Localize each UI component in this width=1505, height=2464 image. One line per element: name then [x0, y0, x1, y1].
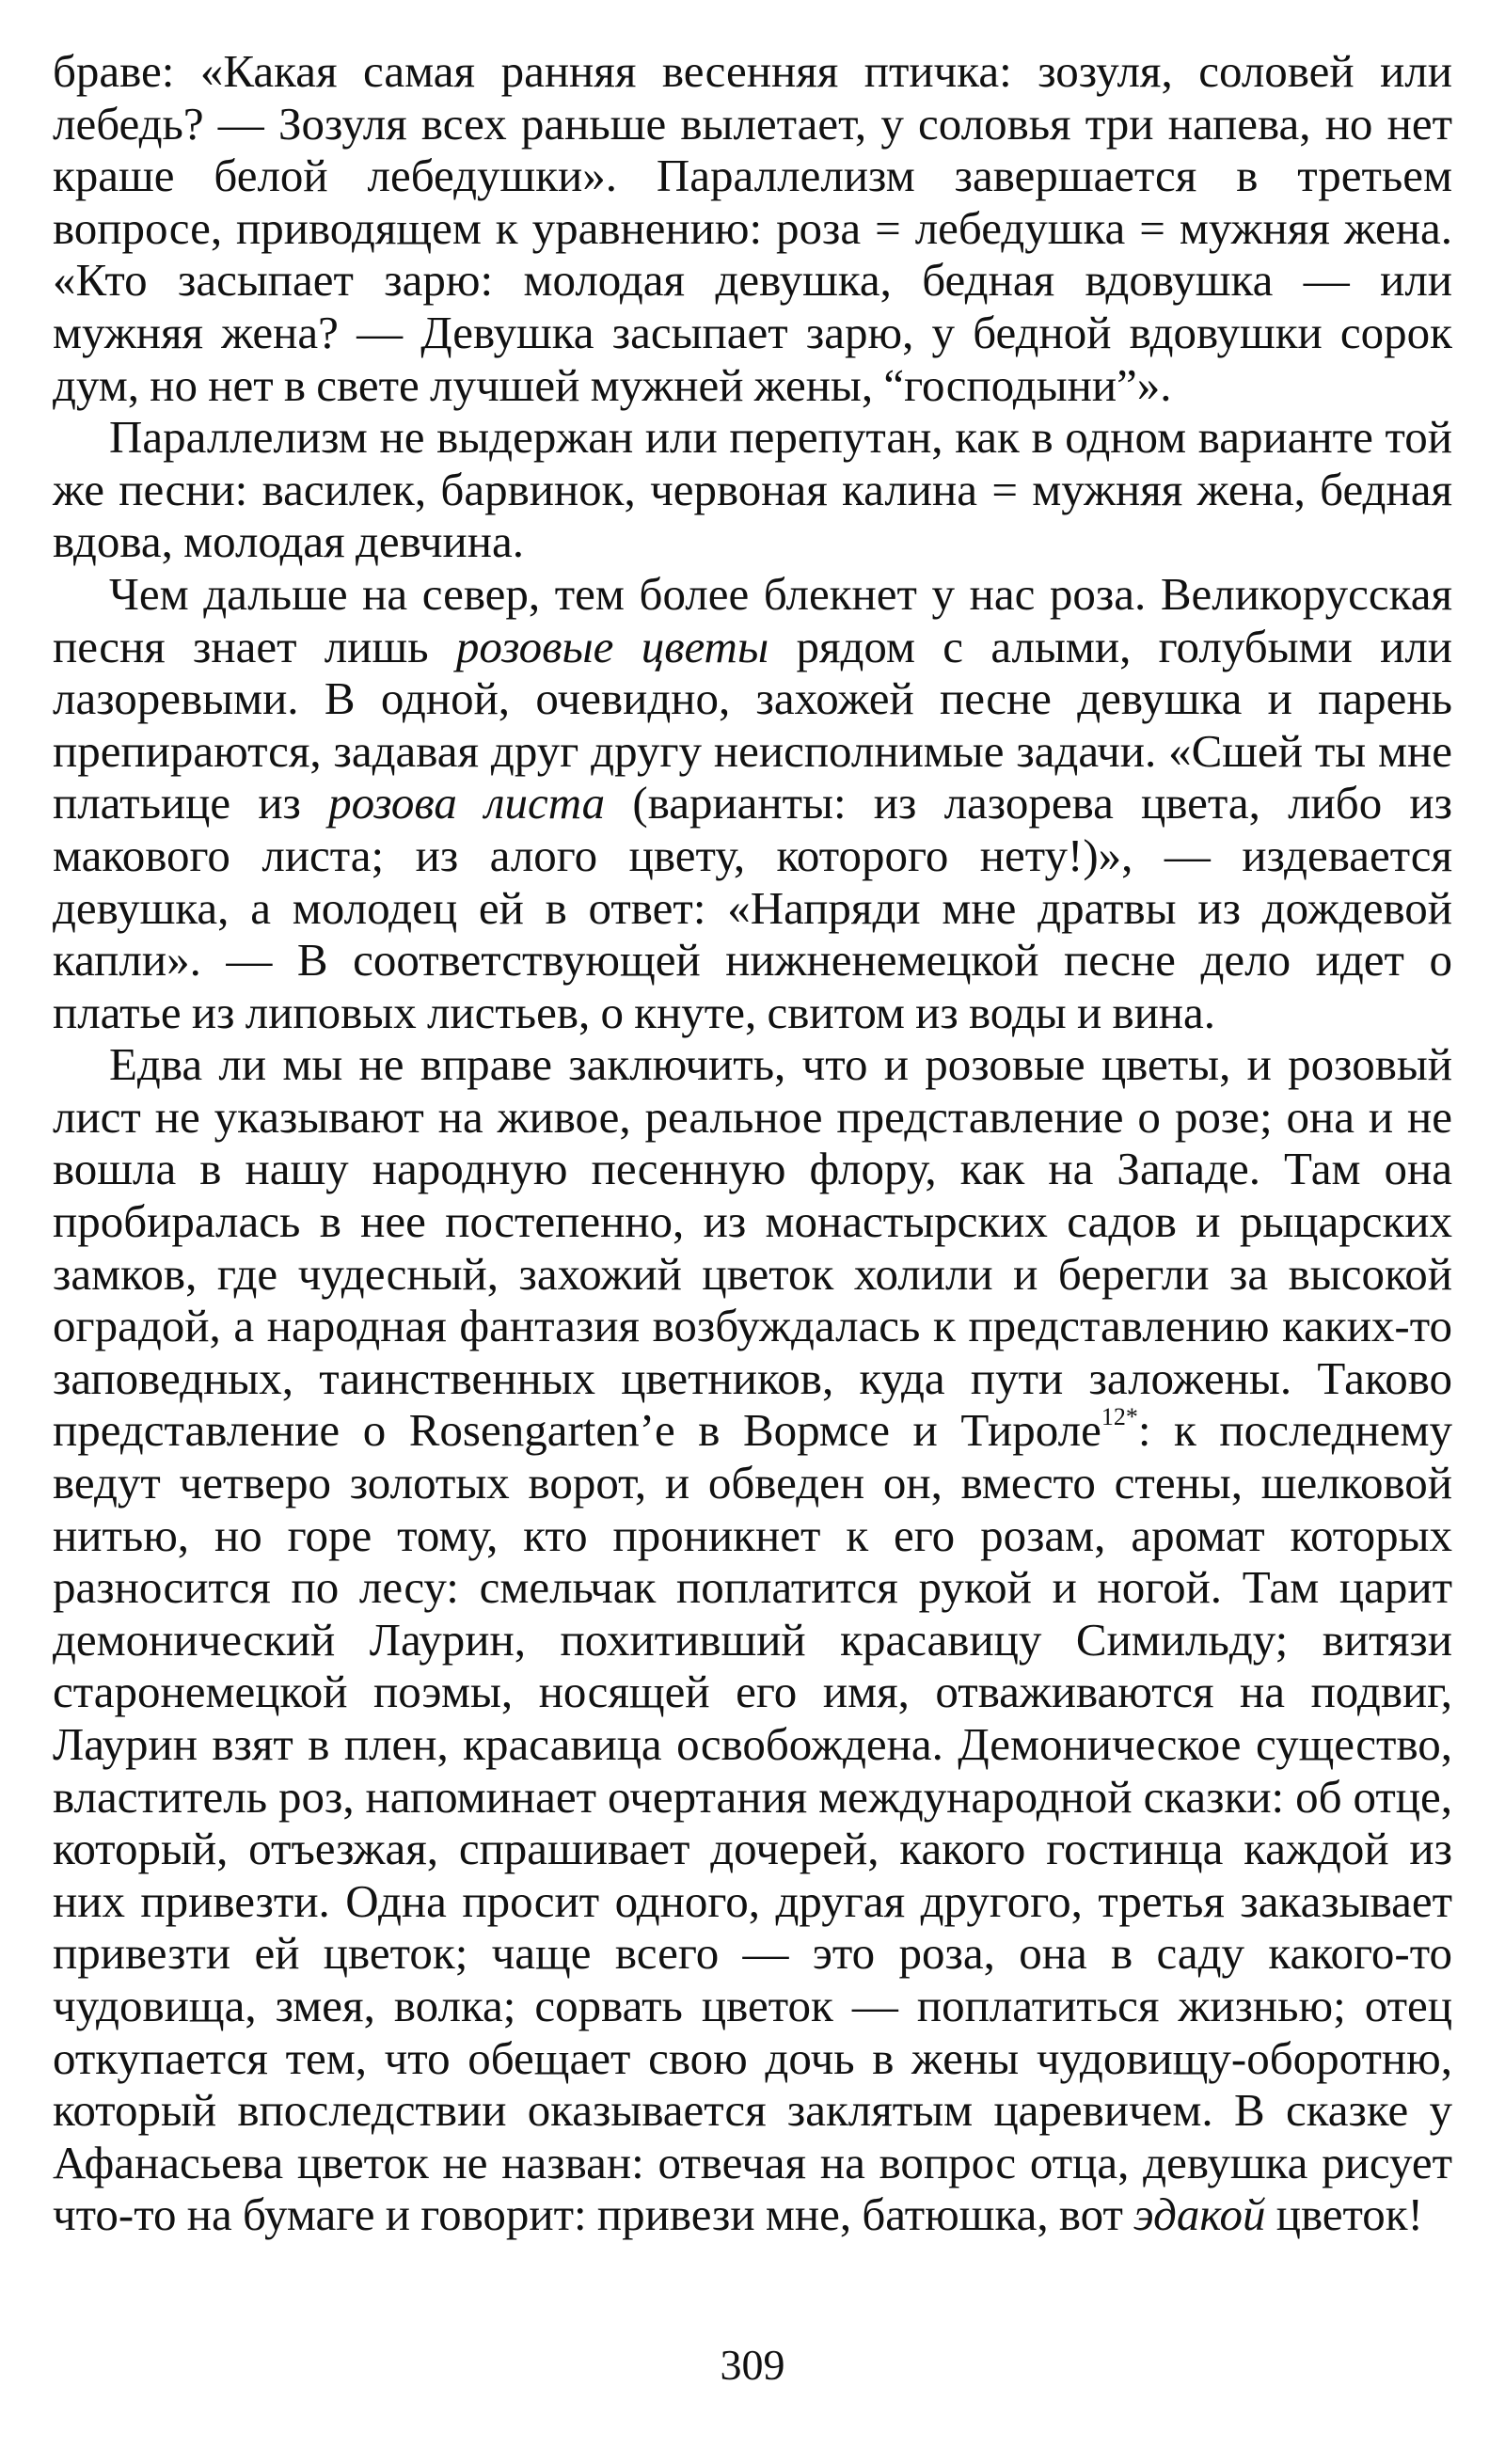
text-run: Чем дальше на север, тем более блекнет у нас роза. Великорусская песня знает лишь — [53, 567, 1452, 672]
italic-phrase: эдакой — [1133, 2188, 1266, 2241]
paragraph-3 — [53, 568, 1452, 1038]
text-run: : к последнему ведут четверо золотых ворот, и обведен он, вместо стены, шелковой нитью, но горе тому, кто проникнет к его розам, аромат которых разносится по лесу: смельчак поплатится рукой и ногой. Там царит демонический Лаурин, похитивший красавицу Симильду; витязи старонемецкой поэмы, носящей его имя, отваживаются на подвиг, Лаурин взят в плен, красавица освобождена. Демоническое существо, властитель роз, напоминает очертания международной сказки: об отце, который, отъезжая, спрашивает дочерей, какого гостинца каждой из них привезти. Одна просит одного, другая другого, третья заказывает привезти ей цветок; чаще всего — это роза, она в саду какого-то чудовища, змея, волка; сорвать цветок — поплатиться жизнью; отец откупается тем, что обещает свою дочь в жены чудовищу-оборотню, который впоследствии оказывается заклятым царевичем. В сказке у Афанасьева цветок не назван: отвечая на вопрос отца, девушка рисует что-то на бумаге и говорит: привези мне, батюшка, вот — [53, 1404, 1452, 2241]
text-run: (варианты: из лазорева цвета, либо из макового листа; из алого цвету, которого нету!)», — издевается девушка, а молодец ей в ответ: «Напряди мне дратвы из дождевой капли». — В соответствующей нижненемецкой песне дело идет о платье из липовых листьев, о кнуте, свитом из воды и вина. — [53, 777, 1452, 1038]
text-run: цветок! — [1265, 2188, 1423, 2241]
paragraph-4 — [53, 1038, 1452, 2241]
page-body — [53, 45, 1452, 2241]
italic-phrase: розовые цветы — [455, 620, 769, 672]
text-run: Параллелизм не выдержан или перепутан, как в одном варианте той же песни: василек, барвинок, червоная калина = мужняя жена, бедная вдова, молодая девчина. — [53, 411, 1452, 568]
footnote-marker: 12* — [1101, 1403, 1138, 1431]
text-run: Едва ли мы не вправе заключить, что и розовые цветы, и розовый лист не указывают на живое, реальное представление о розе; она и не вошла в нашу народную песенную флору, как на Западе. Там она пробиралась в нее постепенно, из монастырских садов и рыцарских замков, где чудесный, захожий цветок холили и берегли за высокой оградой, а народная фантазия возбуждалась к представлению каких-то заповедных, таинственных цветников, куда пути заложены. Таково представление о Rosengarten’e в Вормсе и Тироле — [53, 1038, 1452, 1457]
paragraph-2 — [53, 411, 1452, 568]
page-number: 309 — [720, 2341, 785, 2389]
text-run: браве: «Какая самая ранняя весенняя птичка: зозуля, соловей или лебедь? — Зозуля всех раньше вылетает, у соловья три напева, но нет краше белой лебедушки». Параллелизм завершается в третьем вопросе, приводящем к уравнению: роза = лебедушка = мужняя жена. «Кто засыпает зарю: молодая девушка, бедная вдовушка — или мужняя жена? — Девушка засыпает зарю, у бедной вдовушки сорок дум, но нет в свете лучшей мужней жены, “господыни”». — [53, 45, 1452, 411]
paragraph-1 — [53, 45, 1452, 411]
text-run: рядом с алыми, голубыми или лазоревыми. В одной, очевидно, захожей песне девушка и парень препираются, задавая друг другу неисполнимые задачи. «Сшей ты мне платьице из — [53, 620, 1452, 829]
italic-phrase: розова листа — [328, 777, 606, 829]
